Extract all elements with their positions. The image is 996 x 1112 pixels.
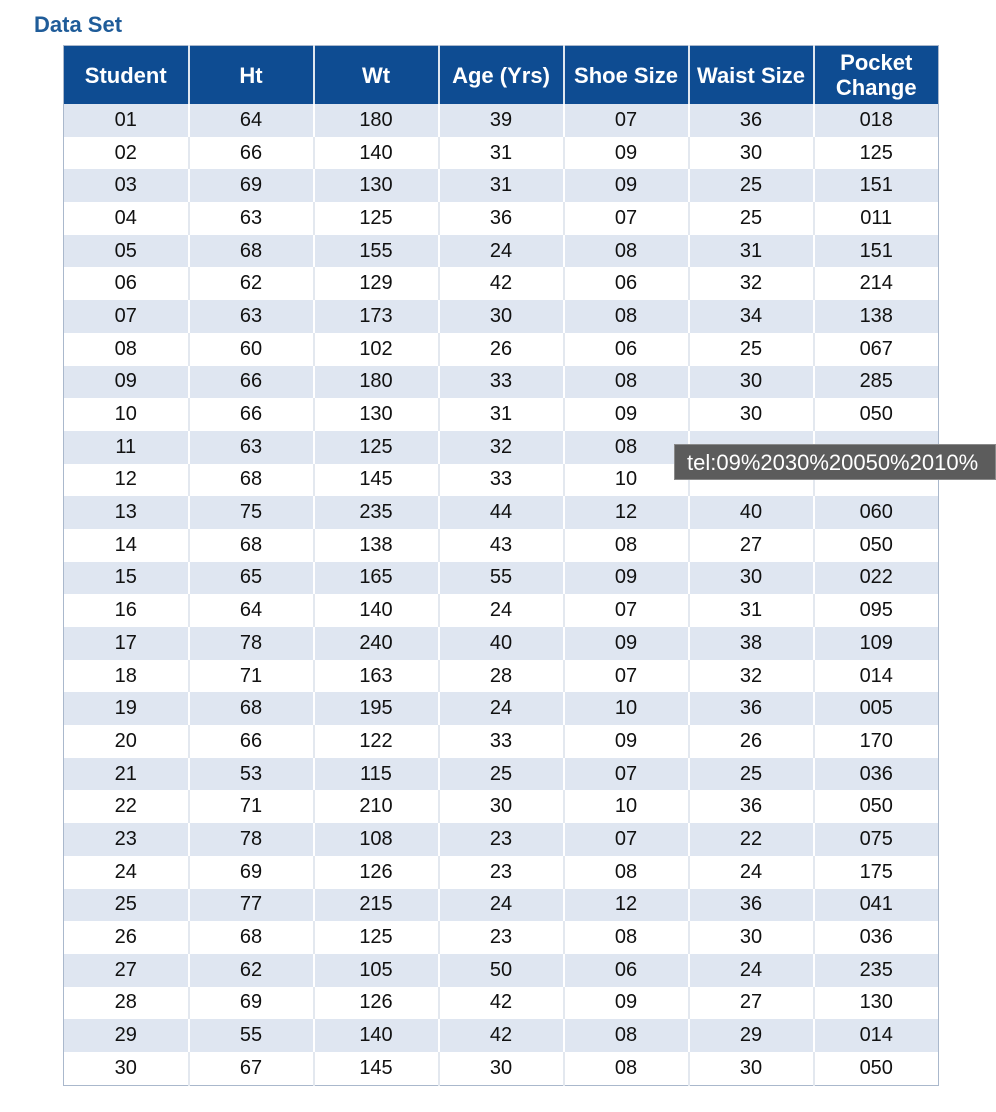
table-cell: 36 bbox=[689, 790, 814, 823]
table-cell: 138 bbox=[314, 529, 439, 562]
table-cell: 60 bbox=[189, 333, 314, 366]
table-cell: 13 bbox=[64, 496, 189, 529]
data-table bbox=[63, 45, 939, 1086]
table-row bbox=[64, 692, 939, 725]
header-row bbox=[64, 46, 939, 105]
table-cell: 25 bbox=[439, 758, 564, 791]
table-row bbox=[64, 889, 939, 922]
table-cell: 32 bbox=[439, 431, 564, 464]
table-cell: 08 bbox=[564, 921, 689, 954]
table-cell: 06 bbox=[564, 333, 689, 366]
table-cell: 24 bbox=[439, 692, 564, 725]
table-cell: 14 bbox=[64, 529, 189, 562]
table-cell: 08 bbox=[64, 333, 189, 366]
table-cell: 15 bbox=[64, 562, 189, 595]
table-cell: 69 bbox=[189, 856, 314, 889]
table-cell: 151 bbox=[814, 235, 939, 268]
table-cell: 07 bbox=[564, 594, 689, 627]
table-cell: 66 bbox=[189, 137, 314, 170]
table-cell: 36 bbox=[689, 692, 814, 725]
table-cell: 31 bbox=[689, 235, 814, 268]
table-cell: 07 bbox=[564, 823, 689, 856]
table-cell: 12 bbox=[564, 496, 689, 529]
table-cell: 22 bbox=[64, 790, 189, 823]
table-cell: 041 bbox=[814, 889, 939, 922]
table-cell: 145 bbox=[314, 1052, 439, 1085]
table-cell: 38 bbox=[689, 627, 814, 660]
table-cell: 138 bbox=[814, 300, 939, 333]
table-cell: 09 bbox=[564, 169, 689, 202]
table-cell: 11 bbox=[64, 431, 189, 464]
table-cell: 105 bbox=[314, 954, 439, 987]
table-cell: 173 bbox=[314, 300, 439, 333]
table-cell: 195 bbox=[314, 692, 439, 725]
table-cell: 09 bbox=[564, 725, 689, 758]
table-cell: 24 bbox=[439, 889, 564, 922]
table-cell: 12 bbox=[64, 464, 189, 497]
table-cell: 036 bbox=[814, 921, 939, 954]
column-header-shoe-size: Shoe Size bbox=[564, 46, 689, 105]
table-cell: 09 bbox=[564, 627, 689, 660]
table-cell: 30 bbox=[64, 1052, 189, 1085]
table-cell: 130 bbox=[314, 398, 439, 431]
table-cell: 145 bbox=[314, 464, 439, 497]
table-cell: 43 bbox=[439, 529, 564, 562]
table-cell: 140 bbox=[314, 137, 439, 170]
table-cell: 125 bbox=[314, 431, 439, 464]
table-cell: 050 bbox=[814, 529, 939, 562]
table-cell: 36 bbox=[439, 202, 564, 235]
table-cell: 140 bbox=[314, 1019, 439, 1052]
table-cell: 20 bbox=[64, 725, 189, 758]
table-row bbox=[64, 790, 939, 823]
table-cell: 018 bbox=[814, 104, 939, 137]
table-row bbox=[64, 954, 939, 987]
table-cell: 23 bbox=[439, 921, 564, 954]
table-cell: 07 bbox=[564, 104, 689, 137]
table-row bbox=[64, 987, 939, 1020]
table-cell: 05 bbox=[64, 235, 189, 268]
table-cell: 09 bbox=[564, 987, 689, 1020]
table-cell: 68 bbox=[189, 921, 314, 954]
table-cell: 235 bbox=[814, 954, 939, 987]
table-cell: 30 bbox=[689, 921, 814, 954]
table-cell: 28 bbox=[64, 987, 189, 1020]
table-cell: 24 bbox=[689, 954, 814, 987]
table-cell: 050 bbox=[814, 398, 939, 431]
table-cell: 165 bbox=[314, 562, 439, 595]
table-cell: 25 bbox=[689, 169, 814, 202]
table-cell: 29 bbox=[64, 1019, 189, 1052]
table-cell: 09 bbox=[564, 562, 689, 595]
table-cell: 155 bbox=[314, 235, 439, 268]
table-cell: 210 bbox=[314, 790, 439, 823]
table-cell: 10 bbox=[64, 398, 189, 431]
table-cell: 34 bbox=[689, 300, 814, 333]
table-cell: 39 bbox=[439, 104, 564, 137]
table-cell: 126 bbox=[314, 856, 439, 889]
table-cell: 71 bbox=[189, 790, 314, 823]
table-cell: 36 bbox=[689, 889, 814, 922]
table-cell: 214 bbox=[814, 267, 939, 300]
table-cell: 77 bbox=[189, 889, 314, 922]
table-cell: 22 bbox=[689, 823, 814, 856]
table-cell: 33 bbox=[439, 366, 564, 399]
table-cell: 04 bbox=[64, 202, 189, 235]
table-cell: 62 bbox=[189, 954, 314, 987]
table-cell: 31 bbox=[439, 169, 564, 202]
table-cell: 08 bbox=[564, 1019, 689, 1052]
table-cell: 28 bbox=[439, 660, 564, 693]
table-cell: 30 bbox=[439, 300, 564, 333]
column-header-pocket-change: Pocket Change bbox=[814, 46, 939, 105]
table-cell: 75 bbox=[189, 496, 314, 529]
table-cell: 125 bbox=[814, 137, 939, 170]
table-cell: 050 bbox=[814, 1052, 939, 1085]
table-cell: 69 bbox=[189, 987, 314, 1020]
page-title: Data Set bbox=[34, 12, 123, 37]
table-cell: 24 bbox=[64, 856, 189, 889]
table-cell: 180 bbox=[314, 104, 439, 137]
table-cell: 125 bbox=[314, 921, 439, 954]
table-cell: 31 bbox=[439, 137, 564, 170]
column-header-wt: Wt bbox=[314, 46, 439, 105]
table-cell: 30 bbox=[689, 562, 814, 595]
column-header-student: Student bbox=[64, 46, 189, 105]
table-cell: 163 bbox=[314, 660, 439, 693]
table-cell: 125 bbox=[314, 202, 439, 235]
table-cell: 65 bbox=[189, 562, 314, 595]
table-cell: 63 bbox=[189, 431, 314, 464]
table-cell: 36 bbox=[689, 104, 814, 137]
table-cell: 23 bbox=[439, 823, 564, 856]
table-cell: 32 bbox=[689, 660, 814, 693]
table-cell: 285 bbox=[814, 366, 939, 399]
table-cell: 09 bbox=[564, 137, 689, 170]
table-cell: 63 bbox=[189, 300, 314, 333]
table-cell: 68 bbox=[189, 464, 314, 497]
table-cell: 08 bbox=[564, 300, 689, 333]
link-tooltip: tel:09%2030%20050%2010% bbox=[674, 444, 996, 480]
table-cell: 01 bbox=[64, 104, 189, 137]
table-cell: 140 bbox=[314, 594, 439, 627]
table-cell: 33 bbox=[439, 725, 564, 758]
table-cell: 71 bbox=[189, 660, 314, 693]
table-cell: 07 bbox=[564, 202, 689, 235]
table-cell: 64 bbox=[189, 104, 314, 137]
table-cell: 10 bbox=[564, 790, 689, 823]
table-cell: 06 bbox=[564, 267, 689, 300]
table-row bbox=[64, 235, 939, 268]
table-row bbox=[64, 366, 939, 399]
table-cell: 235 bbox=[314, 496, 439, 529]
table-cell: 25 bbox=[689, 333, 814, 366]
table-cell: 40 bbox=[439, 627, 564, 660]
table-cell: 022 bbox=[814, 562, 939, 595]
table-cell: 63 bbox=[189, 202, 314, 235]
table-cell: 78 bbox=[189, 627, 314, 660]
table-cell: 02 bbox=[64, 137, 189, 170]
table-cell: 07 bbox=[64, 300, 189, 333]
table-cell: 68 bbox=[189, 692, 314, 725]
table-cell: 126 bbox=[314, 987, 439, 1020]
table-cell: 50 bbox=[439, 954, 564, 987]
table-cell: 09 bbox=[564, 398, 689, 431]
table-cell: 095 bbox=[814, 594, 939, 627]
table-cell: 10 bbox=[564, 464, 689, 497]
table-cell: 30 bbox=[439, 790, 564, 823]
table-cell: 18 bbox=[64, 660, 189, 693]
table-cell: 42 bbox=[439, 267, 564, 300]
table-cell: 067 bbox=[814, 333, 939, 366]
table-row bbox=[64, 529, 939, 562]
table-cell: 30 bbox=[689, 366, 814, 399]
table-cell: 25 bbox=[689, 202, 814, 235]
table-cell: 27 bbox=[689, 529, 814, 562]
table-cell: 31 bbox=[439, 398, 564, 431]
table-cell: 27 bbox=[689, 987, 814, 1020]
table-row bbox=[64, 1019, 939, 1052]
table-cell: 42 bbox=[439, 1019, 564, 1052]
table-cell: 011 bbox=[814, 202, 939, 235]
table-cell: 005 bbox=[814, 692, 939, 725]
table-cell: 115 bbox=[314, 758, 439, 791]
table-cell: 109 bbox=[814, 627, 939, 660]
table-row bbox=[64, 725, 939, 758]
table-cell: 130 bbox=[814, 987, 939, 1020]
table-cell: 014 bbox=[814, 1019, 939, 1052]
table-cell: 07 bbox=[564, 758, 689, 791]
table-cell: 53 bbox=[189, 758, 314, 791]
table-cell: 16 bbox=[64, 594, 189, 627]
table-cell: 64 bbox=[189, 594, 314, 627]
table-cell: 24 bbox=[439, 235, 564, 268]
table-cell: 050 bbox=[814, 790, 939, 823]
table-cell: 68 bbox=[189, 235, 314, 268]
table-cell: 23 bbox=[64, 823, 189, 856]
table-cell: 23 bbox=[439, 856, 564, 889]
table-cell: 075 bbox=[814, 823, 939, 856]
table-row bbox=[64, 267, 939, 300]
table-cell: 68 bbox=[189, 529, 314, 562]
table-cell: 08 bbox=[564, 1052, 689, 1085]
table-cell: 130 bbox=[314, 169, 439, 202]
table-cell: 69 bbox=[189, 169, 314, 202]
table-cell: 07 bbox=[564, 660, 689, 693]
table-cell: 12 bbox=[564, 889, 689, 922]
table-cell: 25 bbox=[64, 889, 189, 922]
column-header-waist-size: Waist Size bbox=[689, 46, 814, 105]
table-cell: 180 bbox=[314, 366, 439, 399]
table-cell: 26 bbox=[64, 921, 189, 954]
table-cell: 32 bbox=[689, 267, 814, 300]
table-cell: 06 bbox=[564, 954, 689, 987]
table-row bbox=[64, 627, 939, 660]
table-row bbox=[64, 758, 939, 791]
table-cell: 19 bbox=[64, 692, 189, 725]
table-cell: 09 bbox=[64, 366, 189, 399]
table-cell: 08 bbox=[564, 856, 689, 889]
table-cell: 33 bbox=[439, 464, 564, 497]
table-row bbox=[64, 202, 939, 235]
table-cell: 42 bbox=[439, 987, 564, 1020]
table-cell: 44 bbox=[439, 496, 564, 529]
table-cell: 30 bbox=[689, 1052, 814, 1085]
table-row bbox=[64, 660, 939, 693]
table-cell: 060 bbox=[814, 496, 939, 529]
table-cell: 62 bbox=[189, 267, 314, 300]
table-row bbox=[64, 1052, 939, 1085]
table-row bbox=[64, 921, 939, 954]
table-row bbox=[64, 594, 939, 627]
table-row bbox=[64, 169, 939, 202]
table-cell: 66 bbox=[189, 398, 314, 431]
table-cell: 102 bbox=[314, 333, 439, 366]
table-cell: 67 bbox=[189, 1052, 314, 1085]
table-cell: 08 bbox=[564, 431, 689, 464]
table-row bbox=[64, 856, 939, 889]
column-header-age: Age (Yrs) bbox=[439, 46, 564, 105]
table-cell: 26 bbox=[439, 333, 564, 366]
table-cell: 24 bbox=[689, 856, 814, 889]
table-cell: 24 bbox=[439, 594, 564, 627]
table-cell: 66 bbox=[189, 725, 314, 758]
table-cell: 29 bbox=[689, 1019, 814, 1052]
table-cell: 66 bbox=[189, 366, 314, 399]
table-cell: 129 bbox=[314, 267, 439, 300]
table-cell: 55 bbox=[189, 1019, 314, 1052]
table-cell: 21 bbox=[64, 758, 189, 791]
table-cell: 108 bbox=[314, 823, 439, 856]
table-row bbox=[64, 562, 939, 595]
table-row bbox=[64, 496, 939, 529]
table-cell: 240 bbox=[314, 627, 439, 660]
table-cell: 31 bbox=[689, 594, 814, 627]
table-cell: 151 bbox=[814, 169, 939, 202]
table-cell: 78 bbox=[189, 823, 314, 856]
table-cell: 40 bbox=[689, 496, 814, 529]
table-cell: 25 bbox=[689, 758, 814, 791]
table-cell: 036 bbox=[814, 758, 939, 791]
table-cell: 55 bbox=[439, 562, 564, 595]
table-cell: 30 bbox=[689, 398, 814, 431]
table-row bbox=[64, 300, 939, 333]
table-cell: 06 bbox=[64, 267, 189, 300]
table-cell: 30 bbox=[439, 1052, 564, 1085]
table-cell: 122 bbox=[314, 725, 439, 758]
table-cell: 08 bbox=[564, 366, 689, 399]
table-row bbox=[64, 333, 939, 366]
table-cell: 08 bbox=[564, 529, 689, 562]
table-cell: 26 bbox=[689, 725, 814, 758]
table-cell: 27 bbox=[64, 954, 189, 987]
table-row bbox=[64, 104, 939, 137]
column-header-ht: Ht bbox=[189, 46, 314, 105]
table-row bbox=[64, 823, 939, 856]
table-cell: 30 bbox=[689, 137, 814, 170]
table-cell: 170 bbox=[814, 725, 939, 758]
table-cell: 10 bbox=[564, 692, 689, 725]
table-cell: 03 bbox=[64, 169, 189, 202]
table-row bbox=[64, 137, 939, 170]
table-cell: 014 bbox=[814, 660, 939, 693]
table-cell: 215 bbox=[314, 889, 439, 922]
table-cell: 17 bbox=[64, 627, 189, 660]
table-row bbox=[64, 398, 939, 431]
table-cell: 175 bbox=[814, 856, 939, 889]
table-cell: 08 bbox=[564, 235, 689, 268]
